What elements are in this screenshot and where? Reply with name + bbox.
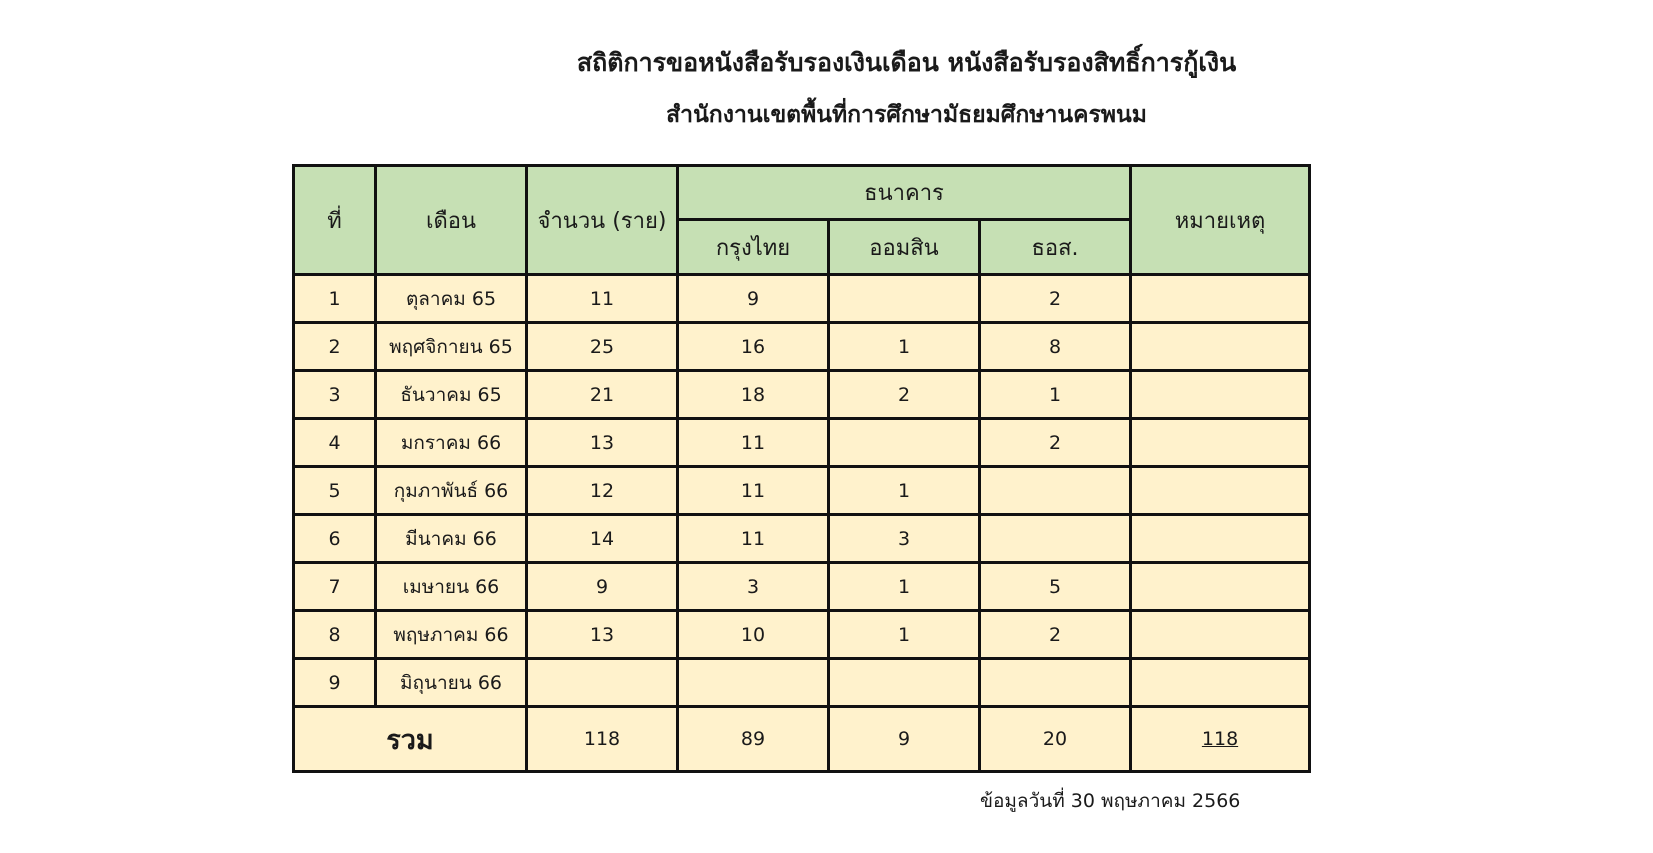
cell-no: 6 bbox=[294, 515, 376, 563]
cell-month: ตุลาคม 65 bbox=[376, 275, 527, 323]
cell-gsb: 3 bbox=[829, 515, 980, 563]
cell-gsb: 2 bbox=[829, 371, 980, 419]
cell-remark bbox=[1131, 515, 1310, 563]
header-count: จำนวน (ราย) bbox=[527, 166, 678, 275]
page-title: สถิติการขอหนังสือรับรองเงินเดือน หนังสือรับรองสิทธิ์การกู้เงิน bbox=[576, 48, 1237, 77]
cell-ghb bbox=[980, 467, 1131, 515]
cell-count: 14 bbox=[527, 515, 678, 563]
page-subtitle: สำนักงานเขตพื้นที่การศึกษามัธยมศึกษานครพนม bbox=[666, 102, 1147, 128]
cell-no: 9 bbox=[294, 659, 376, 707]
header-month: เดือน bbox=[376, 166, 527, 275]
cell-month: มกราคม 66 bbox=[376, 419, 527, 467]
statistics-table bbox=[292, 164, 1311, 773]
cell-remark bbox=[1131, 275, 1310, 323]
total-gsb: 9 bbox=[829, 707, 980, 772]
header-remark: หมายเหตุ bbox=[1131, 166, 1310, 275]
cell-ghb: 1 bbox=[980, 371, 1131, 419]
cell-ghb bbox=[980, 515, 1131, 563]
total-row bbox=[294, 707, 1310, 772]
cell-gsb: 1 bbox=[829, 563, 980, 611]
cell-no: 2 bbox=[294, 323, 376, 371]
total-count: 118 bbox=[527, 707, 678, 772]
table-row bbox=[294, 419, 1310, 467]
cell-no: 1 bbox=[294, 275, 376, 323]
table-row bbox=[294, 659, 1310, 707]
cell-gsb bbox=[829, 659, 980, 707]
total-remark-value: 118 bbox=[1201, 728, 1239, 750]
cell-count: 21 bbox=[527, 371, 678, 419]
cell-count bbox=[527, 659, 678, 707]
cell-ghb bbox=[980, 659, 1131, 707]
cell-month: พฤษภาคม 66 bbox=[376, 611, 527, 659]
cell-krungthai bbox=[678, 659, 829, 707]
cell-ghb: 8 bbox=[980, 323, 1131, 371]
cell-ghb: 2 bbox=[980, 419, 1131, 467]
cell-month: พฤศจิกายน 65 bbox=[376, 323, 527, 371]
total-krungthai: 89 bbox=[678, 707, 829, 772]
cell-month: มิถุนายน 66 bbox=[376, 659, 527, 707]
cell-count: 12 bbox=[527, 467, 678, 515]
table-row bbox=[294, 323, 1310, 371]
cell-no: 7 bbox=[294, 563, 376, 611]
table-row bbox=[294, 563, 1310, 611]
cell-remark bbox=[1131, 563, 1310, 611]
cell-remark bbox=[1131, 659, 1310, 707]
cell-no: 4 bbox=[294, 419, 376, 467]
cell-krungthai: 18 bbox=[678, 371, 829, 419]
table-row bbox=[294, 467, 1310, 515]
header-bank-gsb: ออมสิน bbox=[829, 220, 980, 275]
data-date-note: ข้อมูลวันที่ 30 พฤษภาคม 2566 bbox=[980, 790, 1241, 812]
cell-count: 25 bbox=[527, 323, 678, 371]
total-ghb: 20 bbox=[980, 707, 1131, 772]
cell-remark bbox=[1131, 467, 1310, 515]
cell-krungthai: 3 bbox=[678, 563, 829, 611]
cell-month: กุมภาพันธ์ 66 bbox=[376, 467, 527, 515]
cell-gsb: 1 bbox=[829, 323, 980, 371]
total-label: รวม bbox=[294, 707, 527, 772]
cell-krungthai: 11 bbox=[678, 419, 829, 467]
total-remark bbox=[1131, 707, 1310, 772]
cell-no: 3 bbox=[294, 371, 376, 419]
cell-gsb: 1 bbox=[829, 467, 980, 515]
cell-ghb: 2 bbox=[980, 275, 1131, 323]
cell-krungthai: 11 bbox=[678, 467, 829, 515]
cell-remark bbox=[1131, 371, 1310, 419]
cell-krungthai: 9 bbox=[678, 275, 829, 323]
table-row bbox=[294, 515, 1310, 563]
table-row bbox=[294, 611, 1310, 659]
cell-month: มีนาคม 66 bbox=[376, 515, 527, 563]
cell-krungthai: 11 bbox=[678, 515, 829, 563]
cell-krungthai: 10 bbox=[678, 611, 829, 659]
cell-gsb: 1 bbox=[829, 611, 980, 659]
header-bank-ghb: ธอส. bbox=[980, 220, 1131, 275]
cell-gsb bbox=[829, 275, 980, 323]
cell-ghb: 2 bbox=[980, 611, 1131, 659]
cell-count: 13 bbox=[527, 419, 678, 467]
header-bank-group: ธนาคาร bbox=[678, 166, 1131, 220]
cell-count: 9 bbox=[527, 563, 678, 611]
header-bank-krungthai: กรุงไทย bbox=[678, 220, 829, 275]
cell-ghb: 5 bbox=[980, 563, 1131, 611]
cell-count: 11 bbox=[527, 275, 678, 323]
cell-count: 13 bbox=[527, 611, 678, 659]
cell-no: 8 bbox=[294, 611, 376, 659]
cell-remark bbox=[1131, 323, 1310, 371]
header-no: ที่ bbox=[294, 166, 376, 275]
table-row bbox=[294, 275, 1310, 323]
table-row bbox=[294, 371, 1310, 419]
cell-month: ธันวาคม 65 bbox=[376, 371, 527, 419]
cell-month: เมษายน 66 bbox=[376, 563, 527, 611]
cell-remark bbox=[1131, 419, 1310, 467]
cell-remark bbox=[1131, 611, 1310, 659]
cell-no: 5 bbox=[294, 467, 376, 515]
cell-gsb bbox=[829, 419, 980, 467]
cell-krungthai: 16 bbox=[678, 323, 829, 371]
